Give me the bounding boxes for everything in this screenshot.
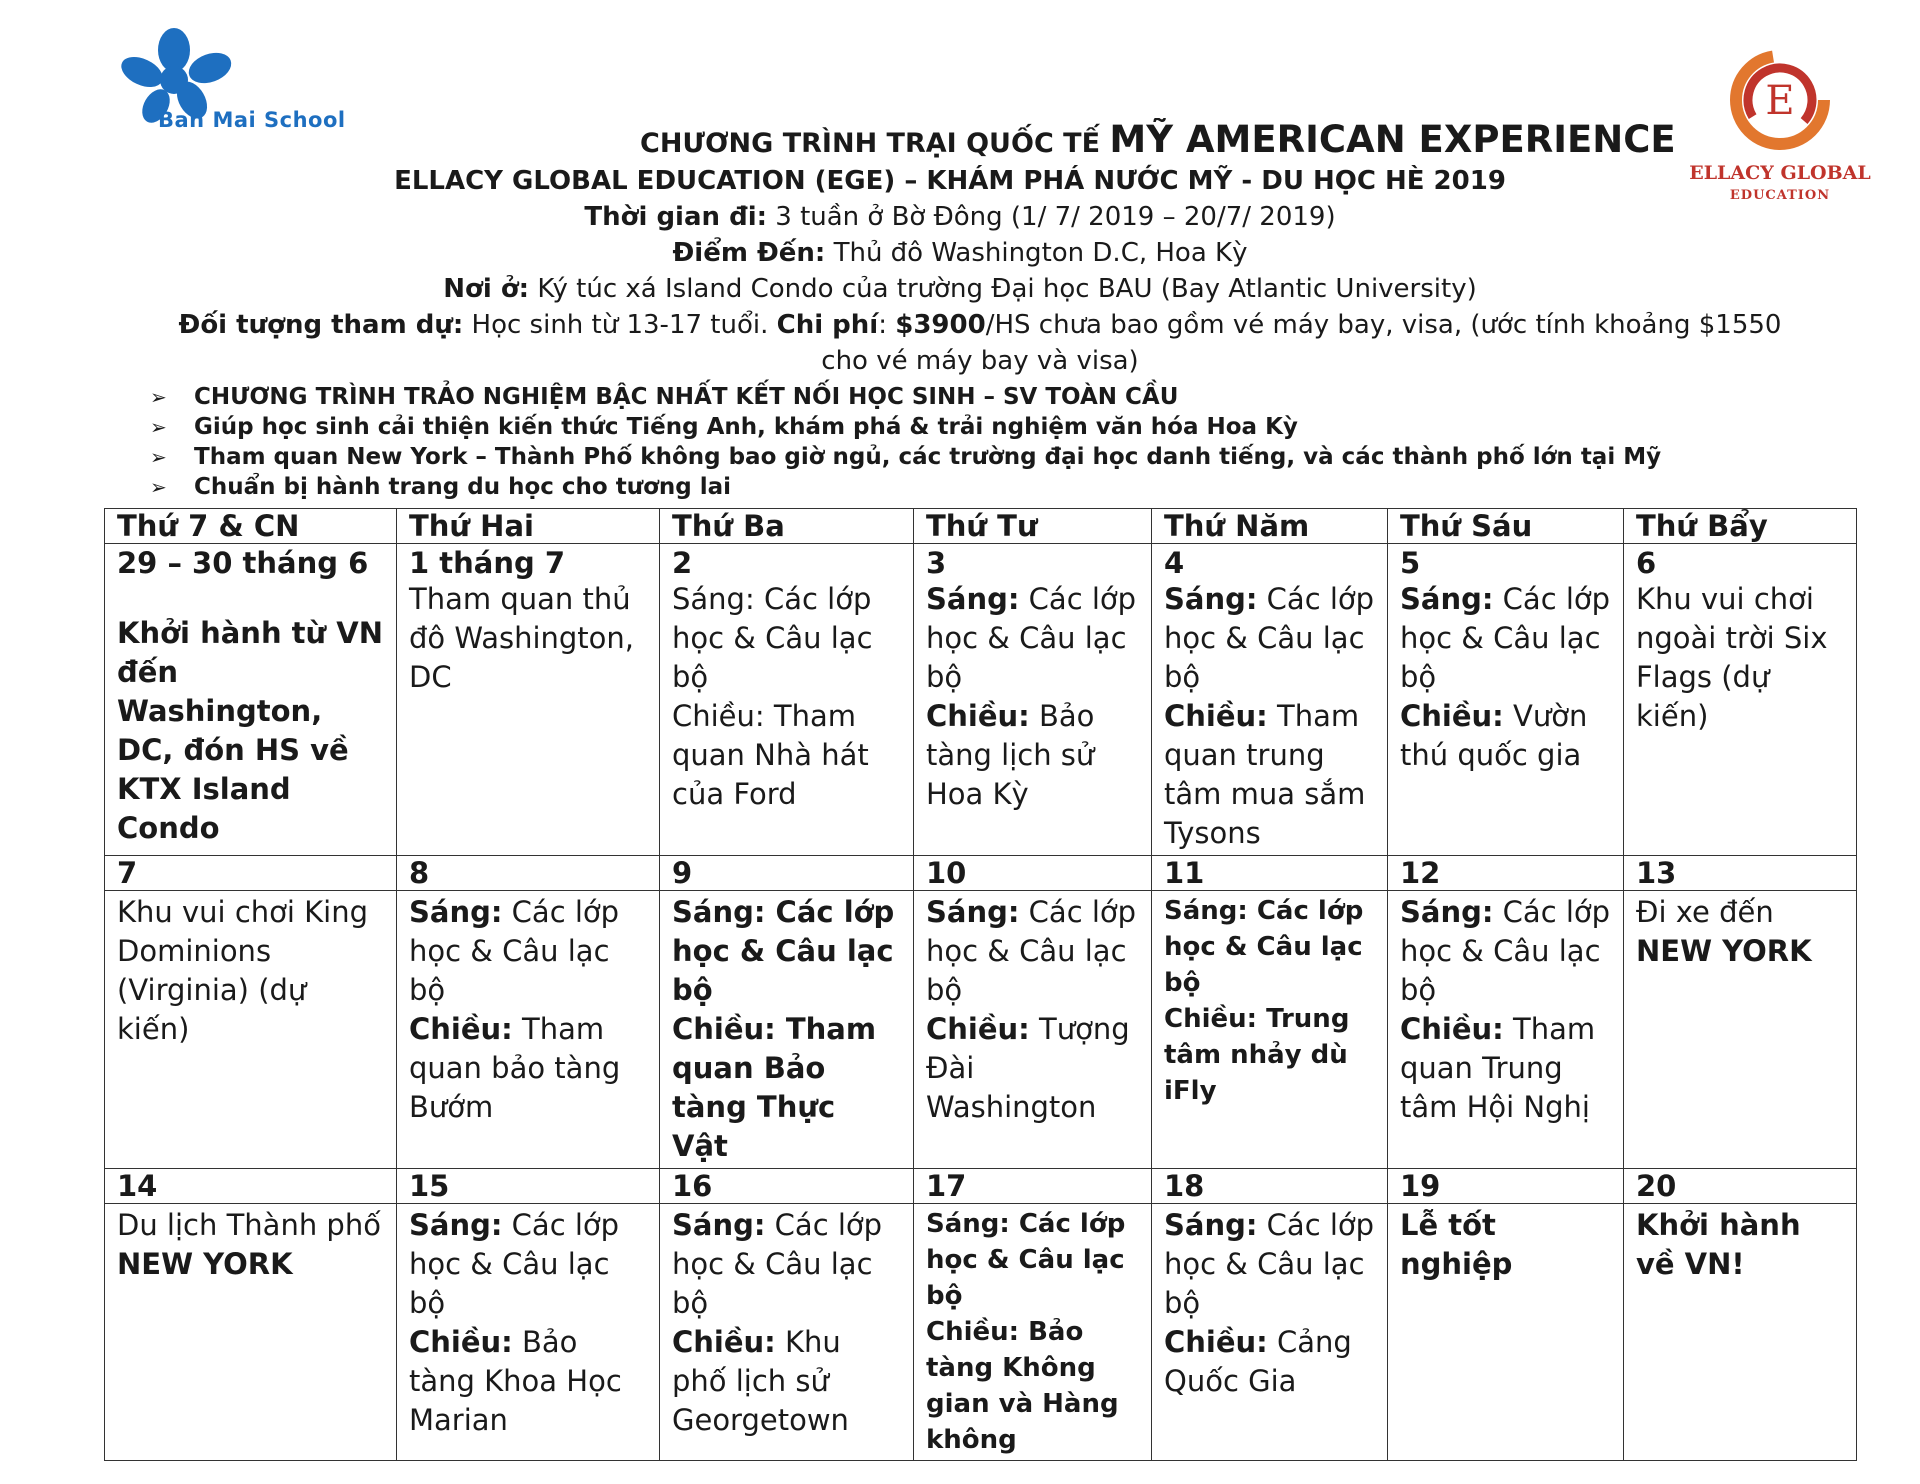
ban-mai-school-logo: [112, 28, 362, 138]
cell-body: Khởi hành từ VN đến Washington, DC, đón HS về KTX Island Condo: [117, 616, 383, 845]
day-header: Thứ Hai: [397, 509, 660, 544]
list-item: [150, 472, 1661, 502]
table-cell: [105, 544, 397, 856]
table-date-row: [105, 1169, 1857, 1204]
table-cell: [1152, 1204, 1388, 1461]
participants-label: Đối tượng tham dự:: [178, 310, 464, 340]
table-cell: [1624, 891, 1857, 1169]
cost-detail: /HS chưa bao gồm vé máy bay, visa, (ước tính khoảng $1550: [985, 310, 1782, 340]
bullet-text: Tham quan New York – Thành Phố không bao giờ ngủ, các trường đại học danh tiếng, và các thành phố lớn tại Mỹ: [194, 444, 1662, 470]
cell-morning: [1400, 893, 1611, 1010]
cell-date: 7: [105, 856, 397, 891]
cell-afternoon: [672, 1323, 901, 1440]
table-cell: [1152, 544, 1388, 856]
afternoon-label: Chiều:: [409, 1325, 513, 1359]
travel-time-value: 3 tuần ở Bờ Đông (1/ 7/ 2019 – 20/7/ 2019): [767, 202, 1336, 232]
table-cell: [1152, 891, 1388, 1169]
cell-afternoon: [1164, 697, 1375, 853]
morning-label: Sáng:: [1400, 895, 1494, 929]
bullet-text: Giúp học sinh cải thiện kiến thức Tiếng Anh, khám phá & trải nghiệm văn hóa Hoa Kỳ: [194, 414, 1298, 440]
afternoon-label: Chiều:: [1400, 1012, 1504, 1046]
page-title: [640, 118, 1680, 161]
cell-date: 15: [397, 1169, 660, 1204]
cell-date: 17: [914, 1169, 1152, 1204]
cost-colon: :: [878, 310, 896, 340]
cell-morning: Sáng: Các lớp học & Câu lạc bộ: [672, 895, 895, 1007]
afternoon-text: Vườn thú quốc gia: [1400, 699, 1588, 772]
list-item: [150, 382, 1661, 412]
table-cell: [1624, 1204, 1857, 1461]
cell-afternoon: [409, 1323, 647, 1440]
morning-text: Các lớp học & Câu lạc bộ: [409, 1208, 620, 1320]
morning-text: Các lớp học & Câu lạc bộ: [1164, 582, 1375, 694]
afternoon-label: Chiều:: [1164, 1325, 1268, 1359]
afternoon-text: Tham quan bảo tàng Bướm: [409, 1012, 621, 1124]
cell-date: 4: [1164, 546, 1185, 580]
table-cell: [105, 891, 397, 1169]
schedule-table: [104, 508, 1857, 1461]
day-header: Thứ Năm: [1152, 509, 1388, 544]
cell-date: 16: [660, 1169, 914, 1204]
table-cell: [397, 1204, 660, 1461]
day-header: Thứ Bẩy: [1624, 509, 1857, 544]
afternoon-text: Tham quan Trung tâm Hội Nghị: [1400, 1012, 1596, 1124]
afternoon-label: Chiều:: [926, 699, 1030, 733]
cell-body: Tham quan thủ đô Washington, DC: [409, 582, 635, 694]
arrow-bullet-icon: ➢: [150, 475, 167, 499]
table-row: [105, 544, 1857, 856]
cell-date: 10: [914, 856, 1152, 891]
cell-afternoon: [1164, 1323, 1375, 1401]
morning-text: Các lớp học & Câu lạc bộ: [926, 582, 1137, 694]
afternoon-label: Chiều:: [1164, 699, 1268, 733]
cell-morning: [1400, 580, 1611, 697]
cell-afternoon: Chiều: Bảo tàng Không gian và Hàng không: [926, 1317, 1119, 1455]
table-cell: [914, 1204, 1152, 1461]
bullet-text: CHƯƠNG TRÌNH TRẢO NGHIỆM BẬC NHẤT KẾT NỐI HỌC SINH – SV TOÀN CẦU: [194, 384, 1179, 410]
cell-afternoon: [926, 1010, 1139, 1127]
afternoon-text: Cảng Quốc Gia: [1164, 1325, 1352, 1398]
cell-morning: [1164, 580, 1375, 697]
table-header-row: [105, 509, 1857, 544]
morning-label: Sáng:: [926, 895, 1020, 929]
ellacy-letter: E: [1765, 78, 1795, 124]
arrow-bullet-icon: ➢: [150, 385, 167, 409]
cell-date: 5: [1400, 546, 1421, 580]
cell-afternoon: Chiều: Trung tâm nhảy dù iFly: [1164, 1004, 1350, 1106]
table-date-row: [105, 856, 1857, 891]
cell-morning: [1164, 1206, 1375, 1323]
ban-mai-school-text: Ban Mai School: [158, 108, 346, 132]
body-bold: NEW YORK: [1636, 934, 1812, 968]
morning-label: Sáng:: [409, 895, 503, 929]
accommodation: [0, 274, 1920, 304]
morning-text: Các lớp học & Câu lạc bộ: [1164, 1208, 1375, 1320]
accommodation-value: Ký túc xá Island Condo của trường Đại học BAU (Bay Atlantic University): [529, 274, 1477, 304]
cell-morning: [926, 893, 1139, 1010]
cell-body: Khởi hành về VN!: [1636, 1208, 1801, 1281]
arrow-bullet-icon: ➢: [150, 415, 167, 439]
morning-label: Sáng:: [409, 1208, 503, 1242]
body-text: Đi xe đến: [1636, 895, 1774, 929]
cost-amount: $3900: [895, 310, 986, 340]
cell-date: 13: [1624, 856, 1857, 891]
participants-cost: [20, 310, 1920, 340]
afternoon-label: Chiều:: [926, 1012, 1030, 1046]
cell-date: 1 tháng 7: [409, 546, 566, 580]
cell-body: [117, 1206, 384, 1284]
ellacy-education: EDUCATION: [1729, 188, 1831, 203]
cell-date: 8: [397, 856, 660, 891]
highlights-list: [150, 382, 1661, 502]
table-row: [105, 1204, 1857, 1461]
morning-text: Các lớp học & Câu lạc bộ: [1400, 582, 1611, 694]
title-prefix: CHƯƠNG TRÌNH TRẠI QUỐC TẾ: [640, 128, 1110, 159]
morning-label: Sáng:: [1400, 582, 1494, 616]
accommodation-label: Nơi ở:: [443, 274, 530, 304]
title-main: MỸ AMERICAN EXPERIENCE: [1109, 118, 1676, 161]
table-cell: [914, 891, 1152, 1169]
body-text: Du lịch Thành phố: [117, 1208, 381, 1242]
table-cell: [1388, 1204, 1624, 1461]
cell-body: Khu vui chơi ngoài trời Six Flags (dự kiến): [1636, 582, 1828, 733]
cell-date: 2: [672, 546, 693, 580]
afternoon-text: Tham quan trung tâm mua sắm Tysons: [1164, 699, 1366, 850]
destination: [0, 238, 1920, 268]
morning-text: Các lớp học & Câu lạc bộ: [409, 895, 620, 1007]
ellacy-name: ELLACY GLOBAL: [1689, 162, 1871, 184]
cell-morning: Sáng: Các lớp học & Câu lạc bộ: [1164, 896, 1364, 998]
cell-afternoon: [1400, 1010, 1611, 1127]
table-cell: [660, 544, 914, 856]
afternoon-label: Chiều:: [409, 1012, 513, 1046]
body-bold: NEW YORK: [117, 1247, 293, 1281]
morning-label: Sáng:: [1164, 582, 1258, 616]
morning-label: Sáng:: [1164, 1208, 1258, 1242]
cell-date: 3: [926, 546, 947, 580]
table-cell: [1388, 544, 1624, 856]
cell-morning: [672, 1206, 901, 1323]
day-header: Thứ Tư: [914, 509, 1152, 544]
morning-text: Các lớp học & Câu lạc bộ: [672, 1208, 883, 1320]
morning-label: Sáng:: [672, 1208, 766, 1242]
table-cell: [397, 891, 660, 1169]
subtitle: ELLACY GLOBAL EDUCATION (EGE) – KHÁM PHÁ NƯỚC MỸ - DU HỌC HÈ 2019: [394, 166, 1506, 196]
cell-date: 6: [1636, 546, 1657, 580]
morning-text: Các lớp học & Câu lạc bộ: [1400, 895, 1611, 1007]
afternoon-text: Bảo tàng Khoa Học Marian: [409, 1325, 622, 1437]
cell-date: 11: [1152, 856, 1388, 891]
afternoon-text: Tượng Đài Washington: [926, 1012, 1130, 1124]
cell-morning: Sáng: Các lớp học & Câu lạc bộ: [926, 1209, 1126, 1311]
cell-body: Lễ tốt nghiệp: [1400, 1208, 1513, 1281]
table-cell: [397, 544, 660, 856]
travel-time: [0, 202, 1920, 232]
cell-afternoon: [926, 697, 1139, 814]
cell-afternoon: Chiều: Tham quan Nhà hát của Ford: [672, 699, 869, 811]
ellacy-emblem-icon: [1680, 48, 1880, 158]
day-header: Thứ 7 & CN: [105, 509, 397, 544]
morning-label: Sáng:: [926, 582, 1020, 616]
cell-morning: [409, 1206, 647, 1323]
list-item: [150, 412, 1661, 442]
table-cell: [660, 891, 914, 1169]
afternoon-label: Chiều:: [672, 1325, 776, 1359]
cell-afternoon: [1400, 697, 1611, 775]
cell-body: [1636, 893, 1844, 971]
cell-afternoon: [409, 1010, 647, 1127]
afternoon-text: Bảo tàng lịch sử Hoa Kỳ: [926, 699, 1095, 811]
afternoon-label: Chiều:: [1400, 699, 1504, 733]
table-cell: [1388, 891, 1624, 1169]
table-cell: [1624, 544, 1857, 856]
cost-label: Chi phí: [776, 310, 879, 340]
table-row: [105, 891, 1857, 1169]
day-header: Thứ Sáu: [1388, 509, 1624, 544]
table-cell: [105, 1204, 397, 1461]
morning-text: Các lớp học & Câu lạc bộ: [926, 895, 1137, 1007]
day-header: Thứ Ba: [660, 509, 914, 544]
cell-date: 19: [1388, 1169, 1624, 1204]
destination-value: Thủ đô Washington D.C, Hoa Kỳ: [825, 238, 1248, 268]
cell-date: 29 – 30 tháng 6: [117, 546, 369, 580]
cell-body: Khu vui chơi King Dominions (Virginia) (dự kiến): [117, 895, 369, 1046]
table-cell: [914, 544, 1152, 856]
cell-date: 20: [1624, 1169, 1857, 1204]
cell-date: 18: [1152, 1169, 1388, 1204]
list-item: [150, 442, 1661, 472]
arrow-bullet-icon: ➢: [150, 445, 167, 469]
cost-detail-continued: cho vé máy bay và visa): [821, 346, 1139, 376]
cell-morning: Sáng: Các lớp học & Câu lạc bộ: [672, 582, 873, 694]
afternoon-text: Khu phố lịch sử Georgetown: [672, 1325, 849, 1437]
destination-label: Điểm Đến:: [672, 238, 826, 268]
travel-time-label: Thời gian đi:: [584, 202, 767, 232]
cell-morning: [409, 893, 647, 1010]
cell-date: 9: [660, 856, 914, 891]
cell-date: 14: [105, 1169, 397, 1204]
cell-afternoon: Chiều: Tham quan Bảo tàng Thực Vật: [672, 1012, 877, 1163]
cell-date: 12: [1388, 856, 1624, 891]
cell-morning: [926, 580, 1139, 697]
participants-value: Học sinh từ 13-17 tuổi.: [463, 310, 777, 340]
table-cell: [660, 1204, 914, 1461]
bullet-text: Chuẩn bị hành trang du học cho tương lai: [194, 474, 732, 500]
